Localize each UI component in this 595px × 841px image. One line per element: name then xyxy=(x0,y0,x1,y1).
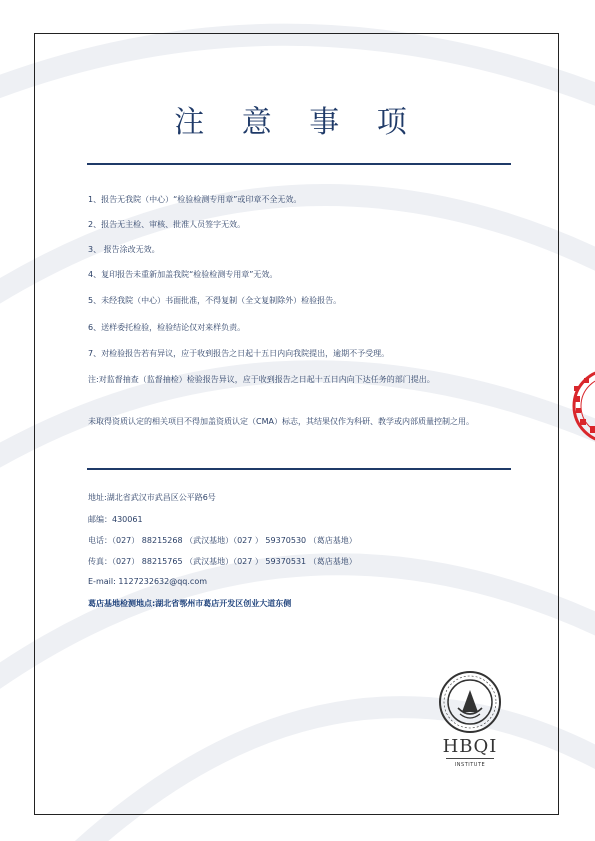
notice-item: 6、送样委托检验，检验结论仅对来样负责。 xyxy=(88,323,246,332)
notice-item: 7、对检验报告若有异议，应于收到报告之日起十五日内向我院提出，逾期不予受理。 xyxy=(88,349,390,358)
logo-wordmark: HBQI xyxy=(442,736,498,757)
page-title: 注 意 事 项 xyxy=(174,105,421,140)
notice-item: 1、报告无我院（中心）“检验检测专用章”或印章不全无效。 xyxy=(88,195,302,204)
title-divider xyxy=(87,163,511,165)
notice-item: 5、未经我院（中心）书面批准，不得复制（全文复制除外）检验报告。 xyxy=(88,296,342,305)
address-line: 地址:湖北省武汉市武昌区公平路6号 xyxy=(88,493,216,502)
logo-subtitle: INSTITUTE xyxy=(454,762,486,768)
notice-item: 2、报告无主检、审核、批准人员签字无效。 xyxy=(88,220,246,229)
logo-divider xyxy=(446,758,494,759)
phone-line: 电话：（027） 88215268 （武汉基地）（027 ） 59370530 （葛店基地） xyxy=(88,536,357,545)
notice-item: 3、 报告涂改无效。 xyxy=(88,245,160,254)
fax-line: 传真：（027） 88215765 （武汉基地）（027 ） 59370531 （葛店基地） xyxy=(88,557,357,566)
postcode-line: 邮编：430061 xyxy=(88,515,143,524)
test-site-line: 葛店基地检测地点:湖北省鄂州市葛店开发区创业大道东侧 xyxy=(88,599,292,608)
notice-cma: 未取得资质认定的相关项目不得加盖资质认定（CMA）标志，其结果仅作为科研、教学或内部质量控制之用。 xyxy=(88,417,474,426)
notice-note: 注:对监督抽查（监督抽检）检验报告异议，应于收到报告之日起十五日内向下达任务的部门提出。 xyxy=(88,375,435,384)
institute-seal-icon xyxy=(436,668,504,736)
email-line: E-mail: 1127232632@qq.com xyxy=(88,577,208,586)
red-seal-stamp-icon xyxy=(568,364,595,454)
contact-divider xyxy=(87,468,511,470)
notice-item: 4、复印报告未重新加盖我院“检验检测专用章”无效。 xyxy=(88,270,278,279)
